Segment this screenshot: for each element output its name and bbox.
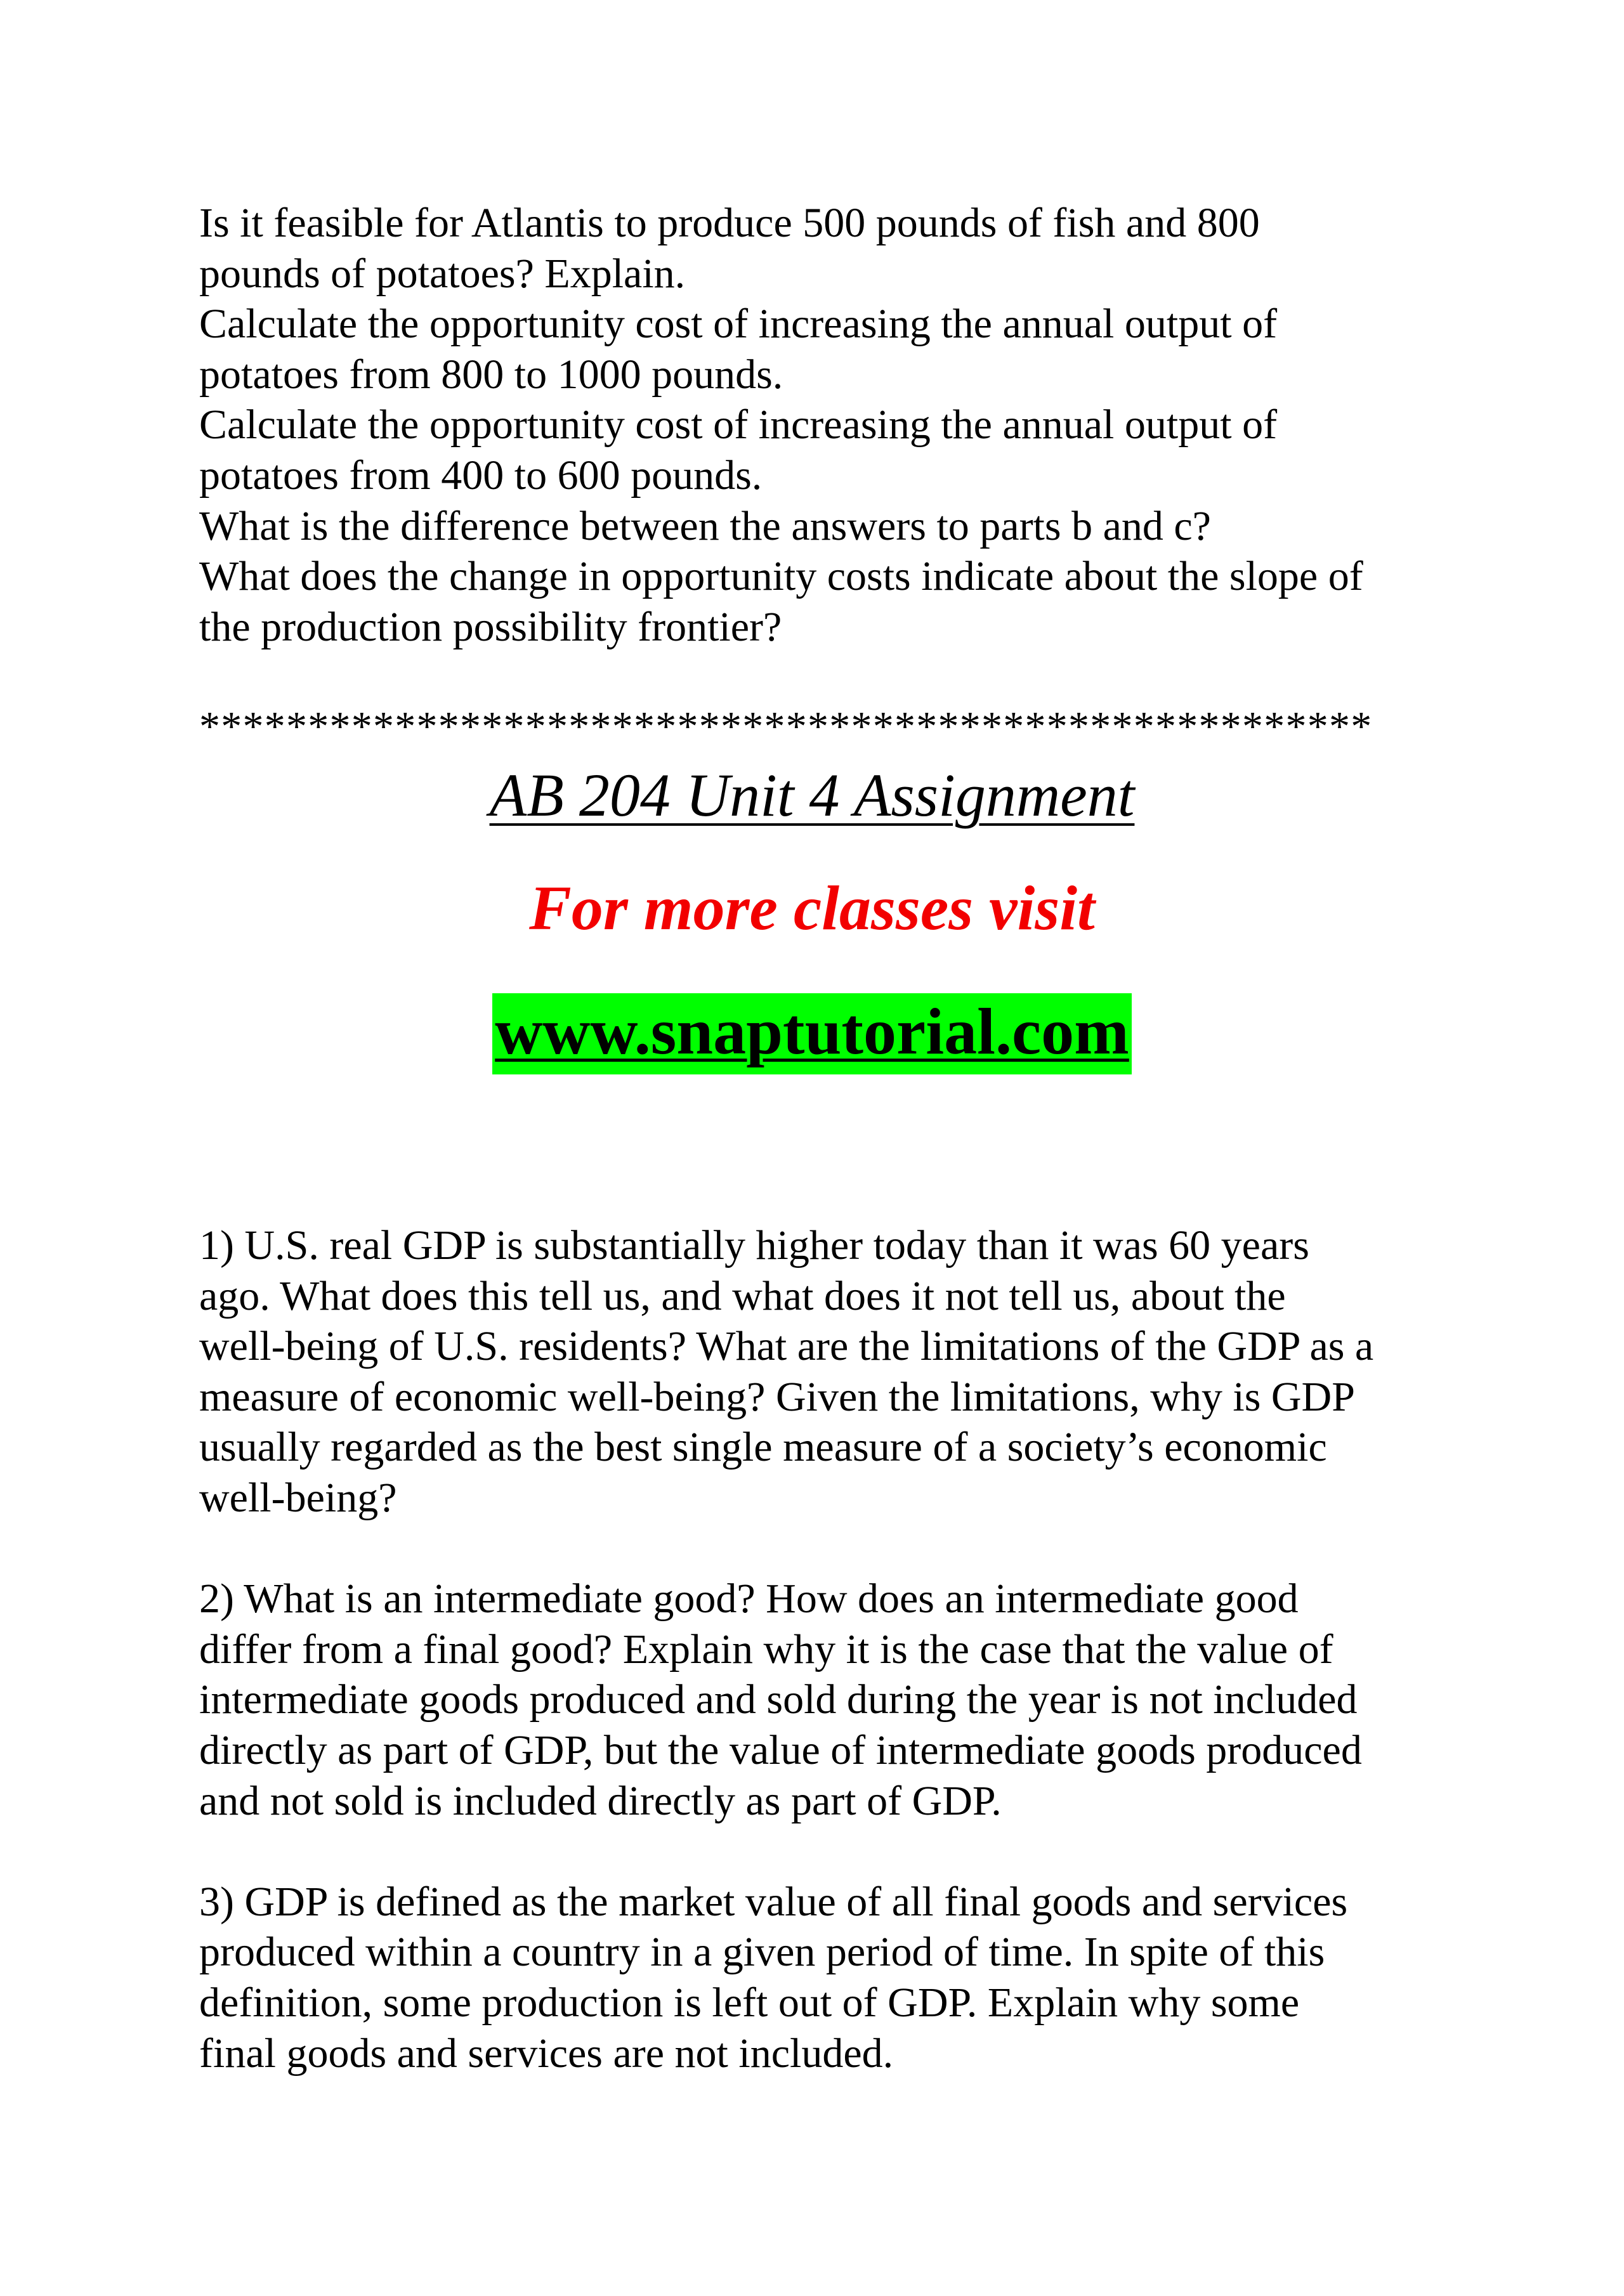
asterisk-separator: ******************************************************	[199, 703, 1373, 750]
question-line: 3) GDP is defined as the market value of all final goods and services	[199, 1878, 1348, 1925]
question-line: usually regarded as the best single measure of a society’s economic	[199, 1424, 1327, 1471]
question-line: ago. What does this tell us, and what does it not tell us, about the	[199, 1272, 1286, 1319]
question-1	[199, 1220, 1468, 1523]
question-list	[199, 1220, 1468, 2129]
intro-line: the production possibility frontier?	[199, 603, 782, 650]
intro-questions	[199, 198, 1468, 652]
question-line: intermediate goods produced and sold during the year is not included	[199, 1676, 1358, 1723]
intro-line: potatoes from 400 to 600 pounds.	[199, 452, 763, 499]
question-line: directly as part of GDP, but the value of intermediate goods produced	[199, 1726, 1362, 1773]
promo-text: For more classes visit	[529, 873, 1095, 943]
intro-line: What does the change in opportunity costs indicate about the slope of	[199, 553, 1363, 600]
question-line: 1) U.S. real GDP is substantially higher today than it was 60 years	[199, 1222, 1309, 1269]
question-line: produced within a country in a given period of time. In spite of this	[199, 1929, 1325, 1976]
question-line: well-being?	[199, 1474, 397, 1521]
intro-line: potatoes from 800 to 1000 pounds.	[199, 351, 783, 398]
intro-line: pounds of potatoes? Explain.	[199, 250, 686, 297]
website-link[interactable]: www.snaptutorial.com	[492, 993, 1132, 1074]
intro-line: Calculate the opportunity cost of increasing the annual output of	[199, 301, 1278, 348]
intro-line: Calculate the opportunity cost of increasing the annual output of	[199, 401, 1278, 448]
question-line: 2) What is an intermediate good? How does an intermediate good	[199, 1575, 1299, 1622]
question-line: final goods and services are not included.	[199, 2030, 894, 2077]
question-line: well-being of U.S. residents? What are the limitations of the GDP as a	[199, 1323, 1374, 1370]
question-line: differ from a final good? Explain why it is the case that the value of	[199, 1626, 1333, 1673]
assignment-title: AB 204 Unit 4 Assignment	[489, 761, 1135, 829]
question-line: and not sold is included directly as part of GDP.	[199, 1777, 1002, 1824]
question-3	[199, 1877, 1468, 2078]
url-container	[0, 993, 1624, 1074]
intro-line: Is it feasible for Atlantis to produce 500 pounds of fish and 800	[199, 200, 1260, 246]
question-line: measure of economic well-being? Given the limitations, why is GDP	[199, 1373, 1355, 1420]
question-line: definition, some production is left out of GDP. Explain why some	[199, 1979, 1300, 2026]
intro-line: What is the difference between the answers to parts b and c?	[199, 502, 1211, 549]
question-2	[199, 1574, 1468, 1826]
